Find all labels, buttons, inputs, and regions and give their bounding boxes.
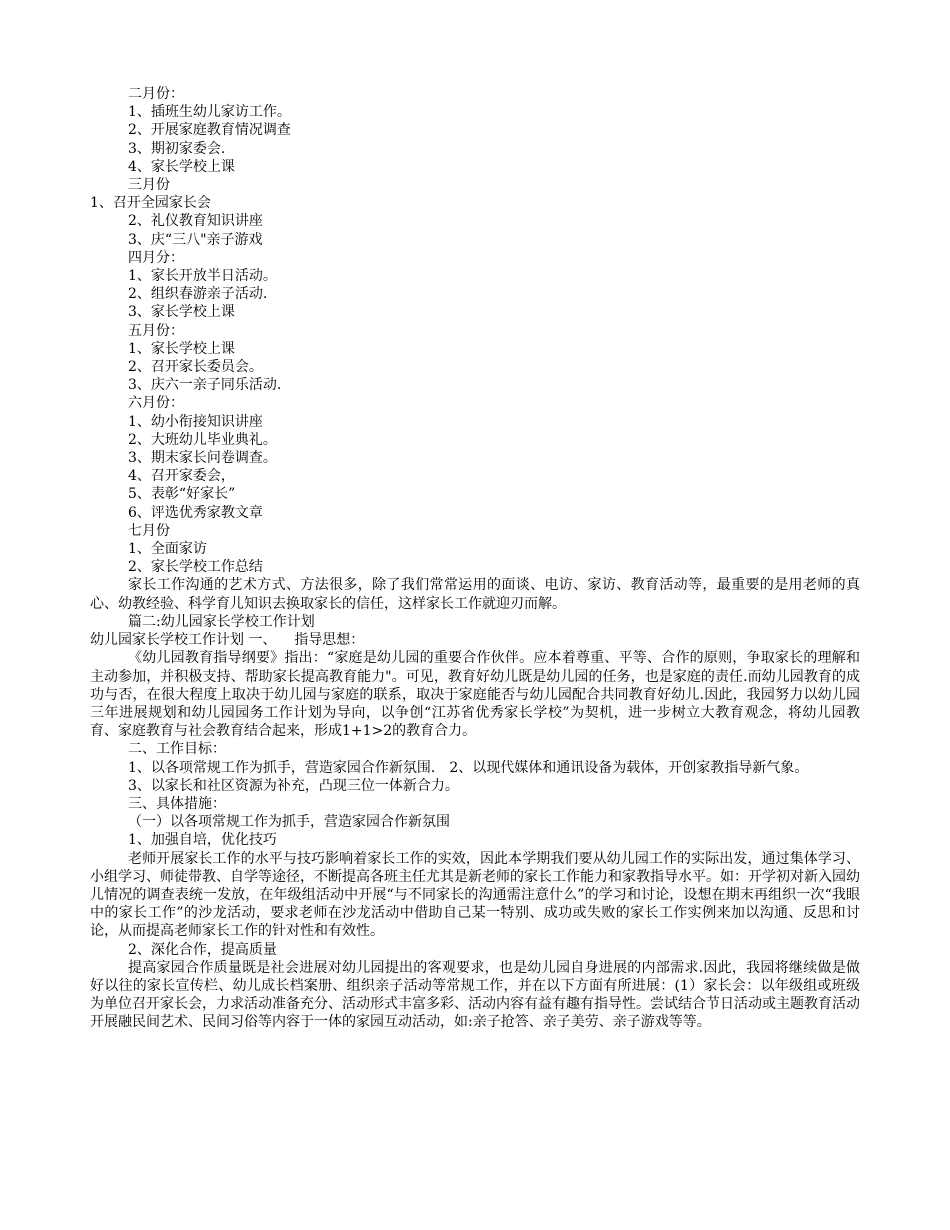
schedule-line: 四月分： <box>128 249 184 266</box>
schedule-line: 六月份： <box>128 395 184 412</box>
paragraph: 家长工作沟通的艺术方式、方法很多，除了我们常常运用的面谈、电访、家访、教育活动等，最重要的是用老师的真心、幼教经验、科学育儿知识去换取家长的信任，这样家长工作就迎刃而解。 <box>90 577 860 612</box>
schedule-line: 七月份 <box>128 522 170 539</box>
schedule-line: 3、庆“三八"亲子游戏 <box>128 231 263 248</box>
schedule-line: 4、家长学校上课 <box>128 158 235 175</box>
schedule-line: 6、评选优秀家教文章 <box>128 504 263 521</box>
paragraph: 提高家园合作质量既是社会进展对幼儿园提出的客观要求，也是幼儿园自身进展的内部需求.因此，我园将继续做是做好以往的家长宣传栏、幼儿成长档案册、组织亲子活动等常规工作，并在以下方面有所进展：(1）家长会：以年级组或班级为单位召开家长会，力求活动准备充分、活动形式丰富多彩、活动内容有益有趣有指导性。尝试结合节日活动或主题教育活动开展融民间艺术、民间习俗等内容于一体的家园互动活动，如:亲子抢答、亲子美劳、亲子游戏等等。 <box>90 959 860 1031</box>
schedule-line: 2、召开家长委员会。 <box>128 359 263 376</box>
schedule-line: 三月份 <box>128 177 170 194</box>
paragraph: 二、工作目标： <box>128 741 226 758</box>
schedule-line: 2、礼仪教育知识讲座 <box>128 213 263 230</box>
schedule-line: 1、全面家访 <box>128 541 207 558</box>
paragraph: 1、以各项常规工作为抓手，营造家园合作新氛围． 2、以现代媒体和通讯设备为载体，开创家教指导新气象。 <box>128 759 809 776</box>
schedule-line: 2、开展家庭教育情况调查 <box>128 122 291 139</box>
schedule-line: 1、召开全园家长会 <box>90 195 211 212</box>
paragraph: 3、以家长和社区资源为补充，凸现三位一体新合力。 <box>128 777 459 794</box>
paragraph: 2、深化合作，提高质量 <box>128 941 277 958</box>
schedule-line: 1、幼小衔接知识讲座 <box>128 413 263 430</box>
schedule-list <box>90 85 860 576</box>
paragraph: 三、具体措施： <box>128 795 226 812</box>
schedule-line: 1、插班生幼儿家访工作。 <box>128 104 291 121</box>
schedule-line: 5、表彰“好家长” <box>128 486 236 503</box>
paragraph: 幼儿园家长学校工作计划 一、 指导思想： <box>90 632 365 649</box>
paragraph: （一）以各项常规工作为抓手，营造家园合作新氛围 <box>128 814 450 831</box>
body-text <box>90 576 860 1031</box>
schedule-line: 3、庆六一亲子同乐活动. <box>128 377 282 394</box>
schedule-line: 2、大班幼儿毕业典礼。 <box>128 431 277 448</box>
document-page <box>90 85 860 1032</box>
schedule-line: 4、召开家委会， <box>128 468 235 485</box>
paragraph: 老师开展家长工作的水平与技巧影响着家长工作的实效，因此本学期我们要从幼儿园工作的实际出发，通过集体学习、小组学习、师徒带教、自学等途径，不断提高各班主任尤其是新老师的家长工作能力和家教指导水平。如：开学初对新入园幼儿情况的调查表统一发放，在年级组活动中开展“与不同家长的沟通需注意什么”的学习和讨论，设想在期末再组织一次“我眼中的家长工作”的沙龙活动，要求老师在沙龙活动中借助自己某一特别、成功或失败的家长工作实例来加以沟通、反思和讨论，从而提高老师家长工作的针对性和有效性。 <box>90 850 860 940</box>
paragraph: 《幼儿园教育指导纲要》指出：“家庭是幼儿园的重要合作伙伴。应本着尊重、平等、合作的原则，争取家长的理解和主动参加，并积极支持、帮助家长提高教育能力"。可见，教育好幼儿既是幼儿园的任务，也是家庭的责任.而幼儿园教育的成功与否，在很大程度上取决于幼儿园与家庭的联系，取决于家庭能否与幼儿园配合共同教育好幼儿.因此，我园努力以幼儿园三年进展规划和幼儿园园务工作计划为导向，以争创“江苏省优秀家长学校”为契机，进一步树立大教育观念，将幼儿园教育、家庭教育与社会教育结合起来，形成1+1>2的教育合力。 <box>90 650 860 740</box>
schedule-line: 1、家长开放半日活动。 <box>128 268 277 285</box>
schedule-line: 3、期末家长问卷调查。 <box>128 450 277 467</box>
schedule-line: 3、家长学校上课 <box>128 304 235 321</box>
paragraph: 1、加强自培，优化技巧 <box>128 832 277 849</box>
schedule-line: 1、家长学校上课 <box>128 340 235 357</box>
schedule-line: 3、期初家委会. <box>128 140 226 157</box>
schedule-line: 2、组织春游亲子活动. <box>128 286 268 303</box>
paragraph: 篇二:幼儿园家长学校工作计划 <box>128 613 315 630</box>
schedule-line: 2、家长学校工作总结 <box>128 559 263 576</box>
schedule-line: 二月份： <box>128 86 184 102</box>
schedule-line: 五月份： <box>128 322 184 339</box>
